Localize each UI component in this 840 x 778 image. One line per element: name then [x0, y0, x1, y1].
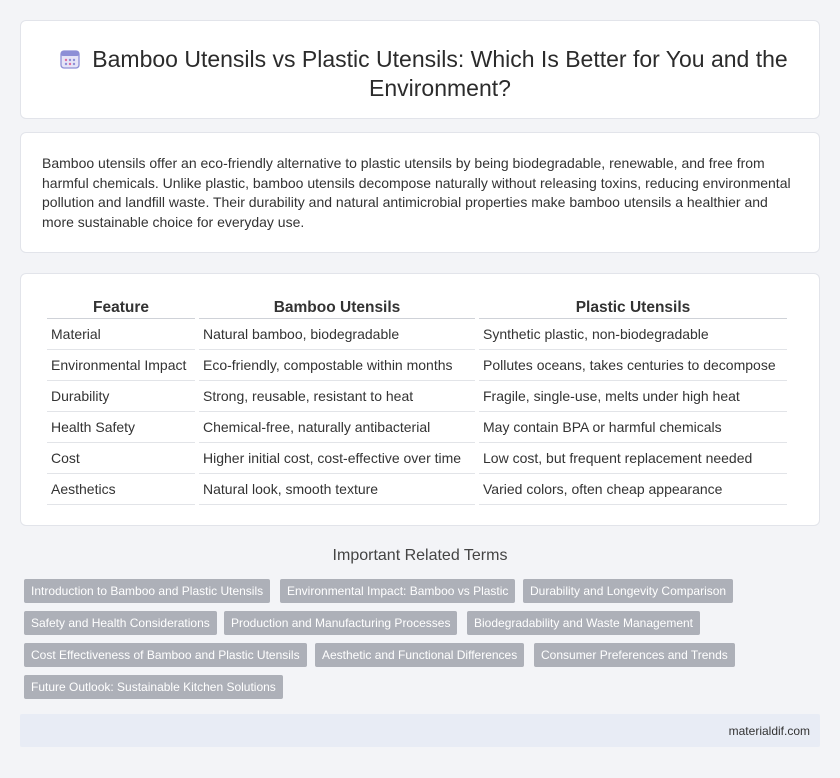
- related-term-tag[interactable]: Aesthetic and Functional Differences: [315, 643, 524, 667]
- table-header-row: [47, 296, 787, 319]
- related-term-tag[interactable]: Environmental Impact: Bamboo vs Plastic: [280, 579, 515, 603]
- intro-card: [20, 132, 820, 253]
- feature-cell: Aesthetics: [47, 474, 195, 505]
- plastic-cell: Low cost, but frequent replacement needed: [479, 443, 787, 474]
- plastic-cell: Fragile, single-use, melts under high heat: [479, 381, 787, 412]
- related-term-tag[interactable]: Consumer Preferences and Trends: [534, 643, 735, 667]
- column-header-feature: Feature: [47, 296, 195, 319]
- plastic-cell: Synthetic plastic, non-biodegradable: [479, 319, 787, 350]
- title-card: [20, 20, 820, 119]
- plastic-cell: Varied colors, often cheap appearance: [479, 474, 787, 505]
- related-term-tag[interactable]: Production and Manufacturing Processes: [224, 611, 457, 635]
- column-header-bamboo: Bamboo Utensils: [199, 296, 475, 319]
- bamboo-cell: Higher initial cost, cost-effective over time: [199, 443, 475, 474]
- bamboo-cell: Natural bamboo, biodegradable: [199, 319, 475, 350]
- related-term-tag[interactable]: Future Outlook: Sustainable Kitchen Solutions: [24, 675, 283, 699]
- comparison-table: [43, 296, 791, 505]
- bamboo-cell: Chemical-free, naturally antibacterial: [199, 412, 475, 443]
- related-term-tag[interactable]: Introduction to Bamboo and Plastic Utensils: [24, 579, 270, 603]
- plastic-cell: Pollutes oceans, takes centuries to decompose: [479, 350, 787, 381]
- footer: [20, 714, 820, 747]
- table-row: [47, 443, 787, 474]
- bamboo-cell: Natural look, smooth texture: [199, 474, 475, 505]
- related-term-tag[interactable]: Safety and Health Considerations: [24, 611, 217, 635]
- bamboo-cell: Strong, reusable, resistant to heat: [199, 381, 475, 412]
- feature-cell: Cost: [47, 443, 195, 474]
- footer-site-link[interactable]: materialdif.com: [728, 724, 810, 738]
- column-header-plastic: Plastic Utensils: [479, 296, 787, 319]
- feature-cell: Material: [47, 319, 195, 350]
- intro-paragraph: Bamboo utensils offer an eco-friendly alternative to plastic utensils by being biodegradable, renewable, and free from harmful chemicals. Unlike plastic, bamboo utensils decompose naturally without releasing toxins, reducing environmental pollution and landfill waste. Their durability and natural antimicrobial properties make bamboo utensils a healthier and more sustainable choice for everyday use.: [42, 155, 791, 230]
- table-row: [47, 474, 787, 505]
- page-title: Bamboo Utensils vs Plastic Utensils: Which Is Better for You and the Environment?: [92, 46, 788, 101]
- related-term-tag[interactable]: Durability and Longevity Comparison: [523, 579, 733, 603]
- comparison-card: [20, 273, 820, 526]
- plastic-cell: May contain BPA or harmful chemicals: [479, 412, 787, 443]
- related-terms-title: Important Related Terms: [332, 547, 508, 564]
- table-row: [47, 412, 787, 443]
- feature-cell: Health Safety: [47, 412, 195, 443]
- table-row: [47, 350, 787, 381]
- table-row: [47, 319, 787, 350]
- table-row: [47, 381, 787, 412]
- bamboo-cell: Eco-friendly, compostable within months: [199, 350, 475, 381]
- related-term-tag[interactable]: Biodegradability and Waste Management: [467, 611, 700, 635]
- feature-cell: Durability: [47, 381, 195, 412]
- feature-cell: Environmental Impact: [47, 350, 195, 381]
- related-term-tag[interactable]: Cost Effectiveness of Bamboo and Plastic Utensils: [24, 643, 307, 667]
